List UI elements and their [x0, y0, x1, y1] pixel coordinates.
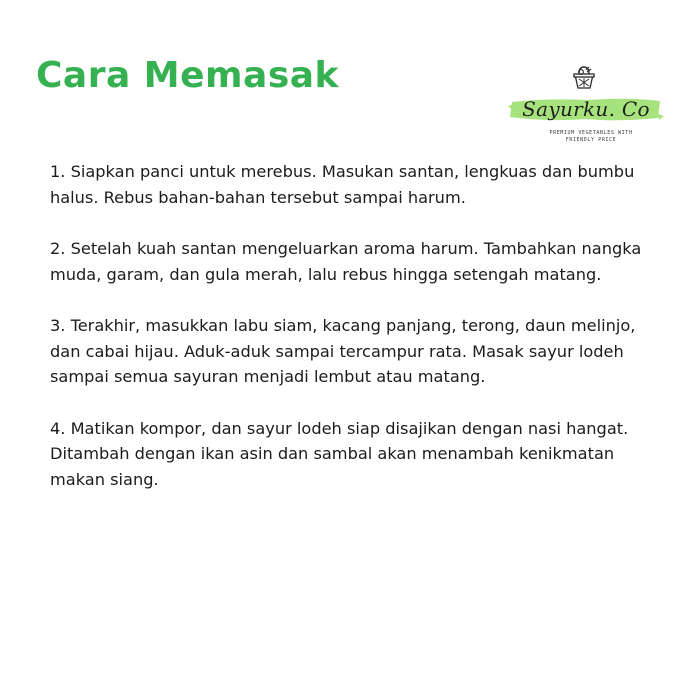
step-4: 4. Matikan kompor, dan sayur lodeh siap disajikan dengan nasi hangat. Ditambah dengan ikan asin dan sambal akan menambah kenikmatan makan siang.	[50, 418, 629, 489]
step-1: 1. Siapkan panci untuk merebus. Masukan santan, lengkuas dan bumbu halus. Rebus bahan-bahan tersebut sampai harum.	[50, 162, 635, 207]
logo-tagline	[526, 130, 656, 144]
logo-tagline-line2: FRIENDLY PRICE	[565, 137, 617, 143]
logo-name: Sayurku. Co	[522, 97, 650, 121]
logo-tagline-line1: PREMIUM VEGETABLES WITH	[549, 130, 633, 136]
page-title: Cara Memasak	[36, 55, 339, 96]
cooking-steps	[50, 159, 650, 518]
step-3: 3. Terakhir, masukkan labu siam, kacang panjang, terong, daun melinjo, dan cabai hijau. Aduk-aduk sampai tercampur rata. Masak sayur lodeh sampai semua sayuran menjadi lembut atau matang.	[50, 316, 636, 386]
brand-logo	[508, 64, 664, 154]
basket-icon	[570, 64, 598, 92]
step-2: 2. Setelah kuah santan mengeluarkan aroma harum. Tambahkan nangka muda, garam, dan gula merah, lalu rebus hingga setengah matang.	[50, 239, 642, 284]
